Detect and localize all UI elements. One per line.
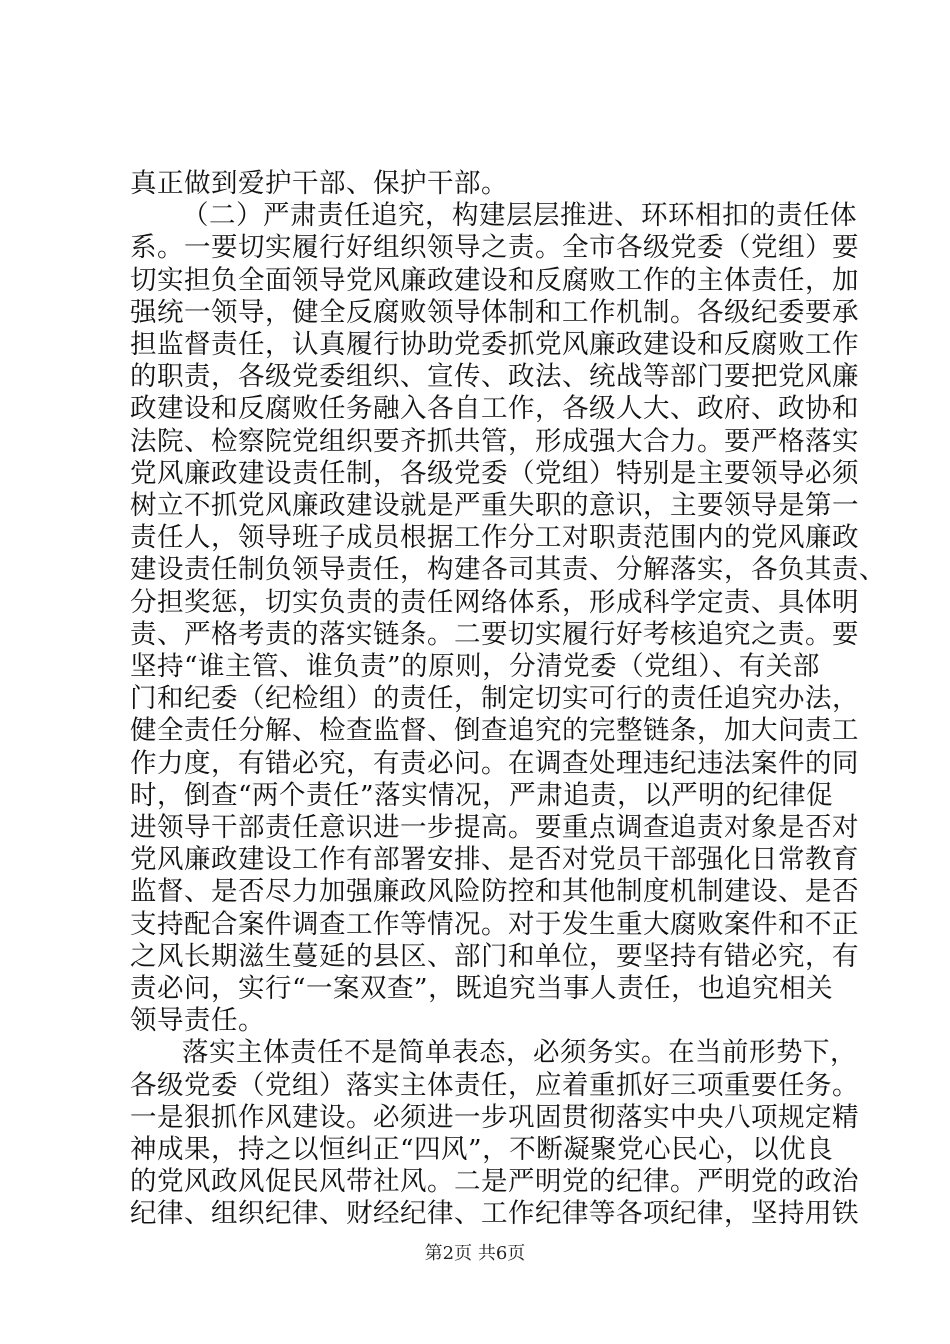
text-line: 一是狠抓作风建设。必须进一步巩固贯彻落实中央八项规定精	[130, 1101, 859, 1133]
text-line: 纪律、组织纪律、财经纪律、工作纪律等各项纪律，坚持用铁	[130, 1198, 859, 1230]
text-line: （二）严肃责任追究，构建层层推进、环环相扣的责任体	[182, 200, 857, 232]
text-line: 政建设和反腐败任务融入各自工作，各级人大、政府、政协和	[130, 393, 859, 425]
text-line: 责、严格考责的落实链条。二要切实履行好考核追究之责。要	[130, 618, 859, 650]
text-line: 之风长期滋生蔓延的县区、部门和单位，要坚持有错必究，有	[130, 940, 859, 972]
text-line: 建设责任制负领导责任，构建各司其责、分解落实，各负其责、	[130, 554, 886, 586]
text-line: 支持配合案件调查工作等情况。对于发生重大腐败案件和不正	[130, 908, 859, 940]
text-line: 作力度，有错必究，有责必问。在调查处理违纪违法案件的同	[130, 747, 859, 779]
text-line: 强统一领导，健全反腐败领导体制和工作机制。各级纪委要承	[130, 296, 859, 328]
text-line: 系。一要切实履行好组织领导之责。全市各级党委（党组）要	[130, 232, 859, 264]
text-line: 健全责任分解、检查监督、倒查追究的完整链条，加大问责工	[130, 715, 859, 747]
text-line: 党风廉政建设工作有部署安排、是否对党员干部强化日常教育	[130, 844, 859, 876]
text-line: 监督、是否尽力加强廉政风险防控和其他制度机制建设、是否	[130, 876, 859, 908]
text-line: 切实担负全面领导党风廉政建设和反腐败工作的主体责任，加	[130, 264, 859, 296]
text-line: 进领导干部责任意识进一步提高。要重点调查追责对象是否对	[130, 812, 859, 843]
text-line: 党风廉政建设责任制，各级党委（党组）特别是主要领导必须	[130, 457, 859, 489]
text-line: 各级党委（党组）落实主体责任，应着重抓好三项重要任务。	[130, 1069, 859, 1101]
text-line: 分担奖惩，切实负责的责任网络体系，形成科学定责、具体明	[130, 586, 859, 618]
text-line: 担监督责任，认真履行协助党委抓党风廉政建设和反腐败工作	[130, 329, 859, 360]
text-line: 时，倒查“两个责任”落实情况，严肃追责，以严明的纪律促	[130, 779, 834, 811]
text-line: 门和纪委（纪检组）的责任，制定切实可行的责任追究办法，	[130, 683, 859, 715]
page-footer: 第2页 共6页	[424, 1243, 526, 1264]
text-line: 领导责任。	[130, 1005, 265, 1037]
text-line: 责必问，实行“一案双查”，既追究当事人责任，也追究相关	[130, 973, 834, 1004]
text-line: 的职责，各级党委组织、宣传、政法、统战等部门要把党风廉	[130, 361, 859, 393]
text-line: 的党风政风促民风带社风。二是严明党的纪律。严明党的政治	[130, 1166, 859, 1198]
text-line: 树立不抓党风廉政建设就是严重失职的意识，主要领导是第一	[130, 490, 859, 521]
text-line: 坚持“谁主管、谁负责”的原则，分清党委（党组）、有关部	[130, 651, 820, 682]
text-line: 落实主体责任不是简单表态，必须务实。在当前形势下，	[182, 1037, 857, 1069]
text-line: 神成果，持之以恒纠正“四风”，不断凝聚党心民心，以优良	[130, 1134, 834, 1165]
text-line: 责任人，领导班子成员根据工作分工对职责范围内的党风廉政	[130, 522, 859, 554]
text-line: 法院、检察院党组织要齐抓共管，形成强大合力。要严格落实	[130, 425, 859, 457]
text-line: 真正做到爱护干部、保护干部。	[130, 168, 508, 199]
